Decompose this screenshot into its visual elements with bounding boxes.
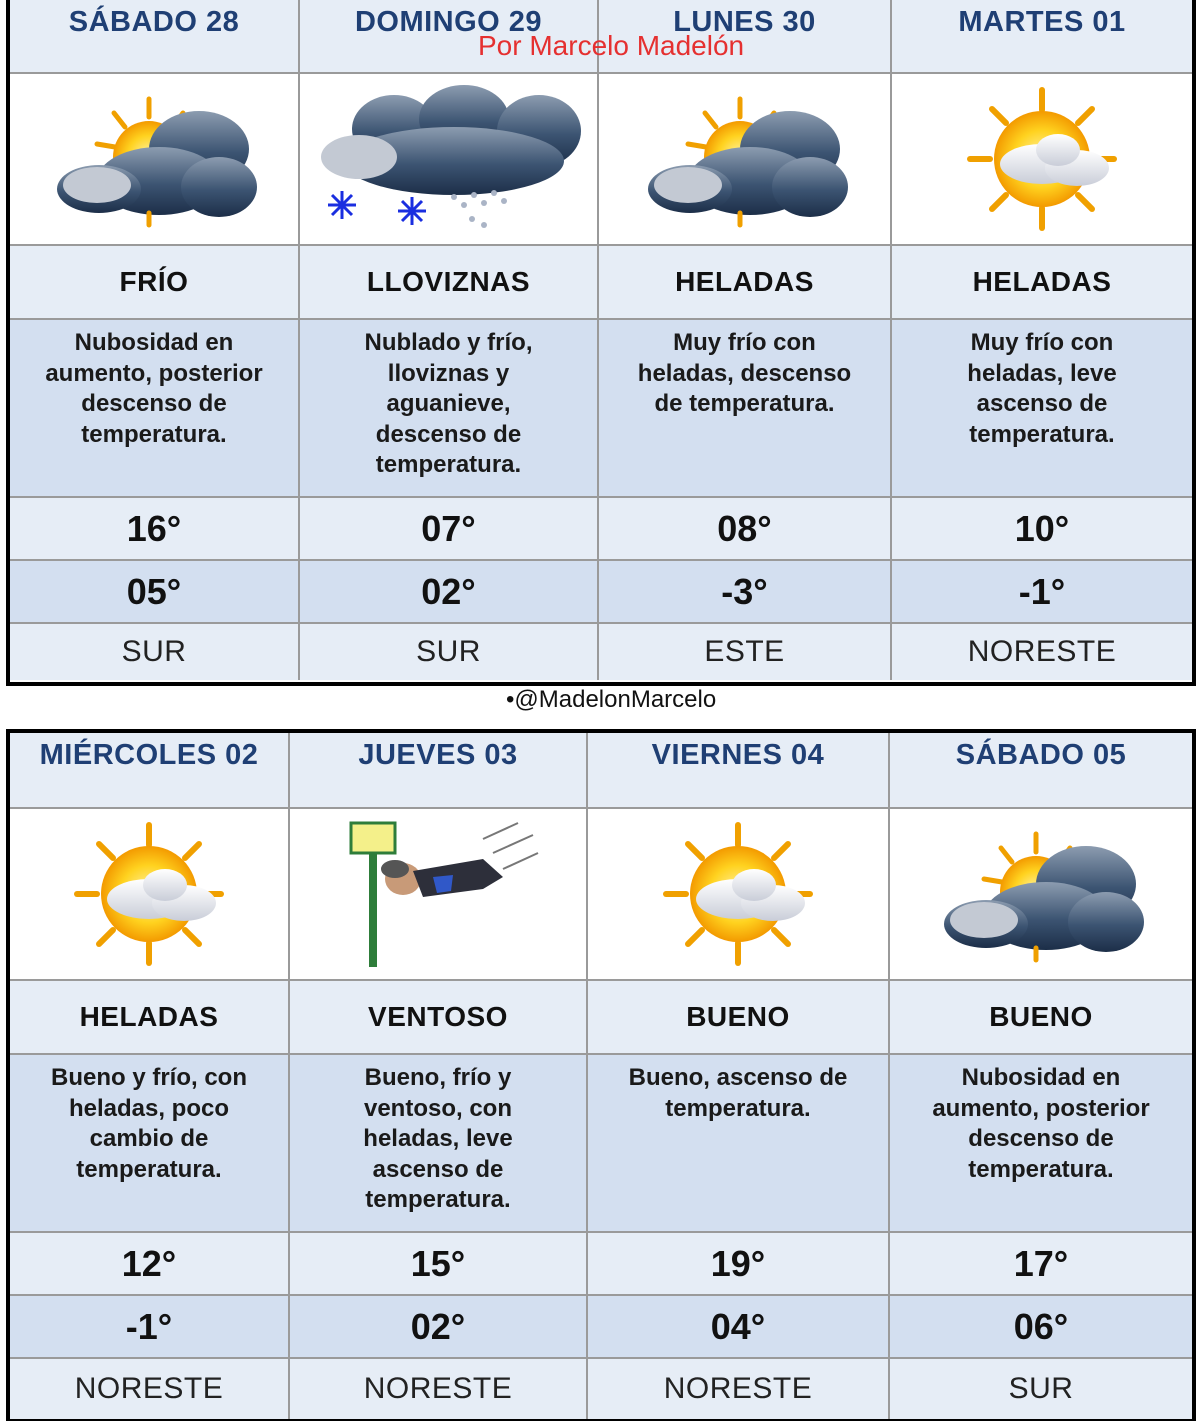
wind-direction: SUR [1008,1372,1074,1405]
condition-label: BUENO [989,1001,1093,1032]
forecast-description: Bueno y frío, con heladas, poco cambio de temperatura. [10,1055,290,1231]
max-temperature: 08° [599,498,892,559]
forecast-description: Nubosidad en aumento, posterior descenso de temperatura. [10,320,300,496]
max-temperature: 10° [1014,507,1070,549]
min-temperature: -1° [10,1296,290,1357]
social-handle: •@MadelonMarcelo [506,686,717,713]
sun-behind-dark-clouds-icon [599,74,892,244]
max-temperature: 16° [10,498,300,559]
day-header: JUEVES 03 [290,733,588,807]
wind-direction: SUR [300,624,599,680]
dark-clouds-snow-drizzle-icon [300,74,599,244]
windy-man-holding-bus-stop-sign-icon [290,809,588,979]
forecast-table-week-2 [6,729,1196,1421]
forecast-table-week-1 [6,0,1196,686]
sun-with-light-clouds-icon [892,74,1192,244]
day-header: DOMINGO 29 [300,0,599,72]
min-temperature: 05° [10,561,300,622]
sun-behind-dark-clouds-icon [10,74,300,244]
wind-direction: SUR [10,624,300,680]
max-temperature: 17° [1013,1242,1069,1284]
min-temperature: -1° [1018,570,1066,612]
max-temperature: 15° [290,1233,588,1294]
day-header: LUNES 30 [599,0,892,72]
max-temperature: 12° [10,1233,290,1294]
condition-label: FRÍO [10,246,300,318]
wind-direction: ESTE [599,624,892,680]
sun-behind-dark-clouds-icon [890,809,1192,979]
sun-with-light-clouds-icon [10,809,290,979]
forecast-description: Muy frío con heladas, descenso de temperatura. [599,320,892,496]
min-temperature: -3° [599,561,892,622]
max-temperature: 19° [588,1233,890,1294]
min-temperature: 02° [300,561,599,622]
min-temperature: 04° [588,1296,890,1357]
condition-label: VENTOSO [290,981,588,1053]
day-header: VIERNES 04 [588,733,890,807]
min-temperature: 02° [290,1296,588,1357]
wind-direction: NORESTE [290,1359,588,1419]
day-header: SÁBADO 28 [10,0,300,72]
wind-direction: NORESTE [588,1359,890,1419]
forecast-description: Nubosidad en aumento, posterior descenso de temperatura. [932,1064,1150,1183]
sun-with-light-clouds-icon [588,809,890,979]
day-header: SÁBADO 05 [955,739,1127,771]
condition-label: HELADAS [599,246,892,318]
forecast-description: Muy frío con heladas, leve ascenso de temperatura. [967,329,1117,448]
condition-label: HELADAS [10,981,290,1053]
forecast-description: Bueno, ascenso de temperatura. [588,1055,890,1231]
day-header: MARTES 01 [958,6,1126,38]
max-temperature: 07° [300,498,599,559]
forecast-description: Bueno, frío y ventoso, con heladas, leve ascenso de temperatura. [290,1055,588,1231]
wind-direction: NORESTE [967,635,1117,668]
condition-label: LLOVIZNAS [300,246,599,318]
min-temperature: 06° [1013,1305,1069,1347]
condition-label: BUENO [588,981,890,1053]
condition-label: HELADAS [972,266,1112,297]
wind-direction: NORESTE [10,1359,290,1419]
day-header: MIÉRCOLES 02 [10,733,290,807]
author-credit: Por Marcelo Madelón [478,30,745,61]
forecast-description: Nublado y frío, lloviznas y aguanieve, descenso de temperatura. [300,320,599,496]
